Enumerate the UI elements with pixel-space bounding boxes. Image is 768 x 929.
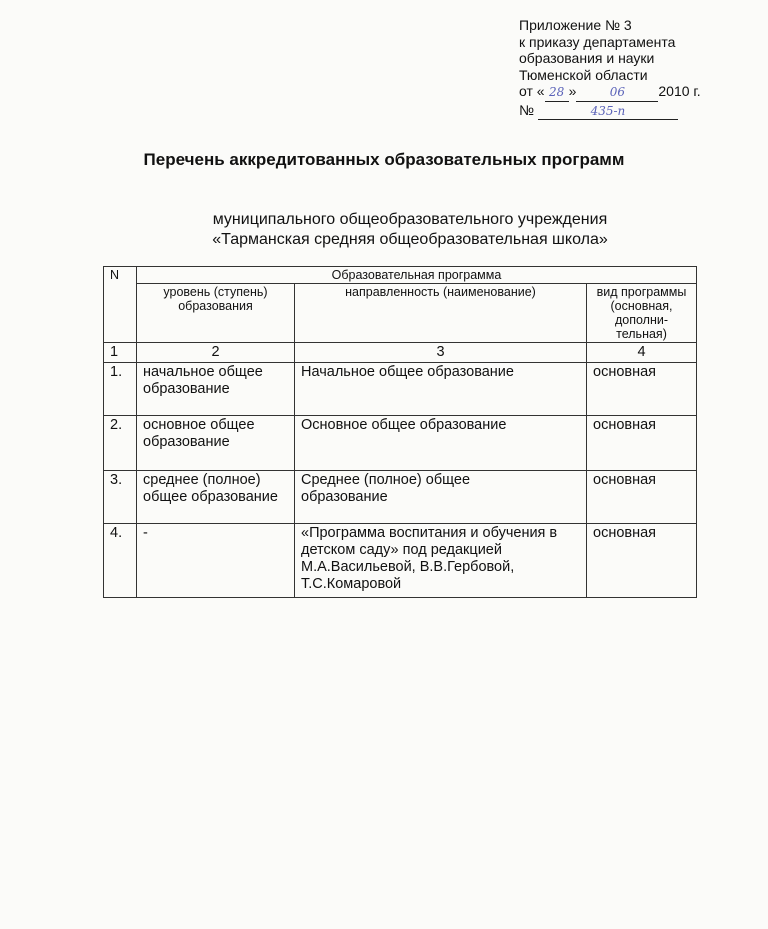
annex-number: № 435-п xyxy=(519,102,701,121)
header-direction: направленность (наименование) xyxy=(295,284,587,343)
annex-line: к приказу департамента xyxy=(519,33,676,50)
table-header-row xyxy=(104,267,697,284)
header-group: Образовательная программа xyxy=(137,267,697,284)
table-row xyxy=(104,363,697,416)
order-number: 435-п xyxy=(538,103,678,121)
row-level: основное общее образование xyxy=(137,416,295,471)
row-direction: Среднее (полное) общее образование xyxy=(295,471,587,524)
annex-block xyxy=(519,17,701,120)
table-row xyxy=(104,471,697,524)
bleed-through-text xyxy=(230,60,235,78)
row-number: 4. xyxy=(104,524,137,598)
header-level: уровень (ступень) образования xyxy=(137,284,295,343)
row-level: - xyxy=(137,524,295,598)
col-number: 3 xyxy=(295,343,587,363)
header-type: вид программы (основная, дополни-тельная) xyxy=(587,284,697,343)
row-number: 2. xyxy=(104,416,137,471)
column-numbers-row xyxy=(104,343,697,363)
programs-table xyxy=(103,266,697,598)
table-row xyxy=(104,416,697,471)
annex-date: от « 28 » 06 2010 г. xyxy=(519,83,701,102)
row-level: начальное общее образование xyxy=(137,363,295,416)
col-number: 1 xyxy=(104,343,137,363)
annex-line: Тюменской области xyxy=(519,66,648,83)
header-n: N xyxy=(104,267,137,343)
table-row xyxy=(104,524,697,598)
row-direction: Основное общее образование xyxy=(295,416,587,471)
row-type: основная xyxy=(587,524,697,598)
annex-line: Приложение № 3 xyxy=(519,17,632,33)
row-direction: «Программа воспитания и обучения в детском саду» под редакцией М.А.Васильевой, В.В.Гербовой, Т.С.Комаровой xyxy=(295,524,587,598)
col-number: 2 xyxy=(137,343,295,363)
row-number: 1. xyxy=(104,363,137,416)
date-year: 2010 г. xyxy=(658,83,701,99)
annex-line: образования и науки xyxy=(519,50,655,66)
page-title: Перечень аккредитованных образовательных программ xyxy=(143,150,625,169)
row-level: среднее (полное) общее образование xyxy=(137,471,295,524)
col-number: 4 xyxy=(587,343,697,363)
row-direction: Начальное общее образование xyxy=(295,363,587,416)
date-day: 28 xyxy=(545,84,569,102)
row-type: основная xyxy=(587,416,697,471)
date-month: 06 xyxy=(576,84,658,102)
institution-name: муниципального общеобразовательного учреждения «Тарманская средняя общеобразовательная школа» xyxy=(212,211,608,248)
table-subheader-row xyxy=(104,284,697,343)
row-type: основная xyxy=(587,471,697,524)
row-type: основная xyxy=(587,363,697,416)
row-number: 3. xyxy=(104,471,137,524)
